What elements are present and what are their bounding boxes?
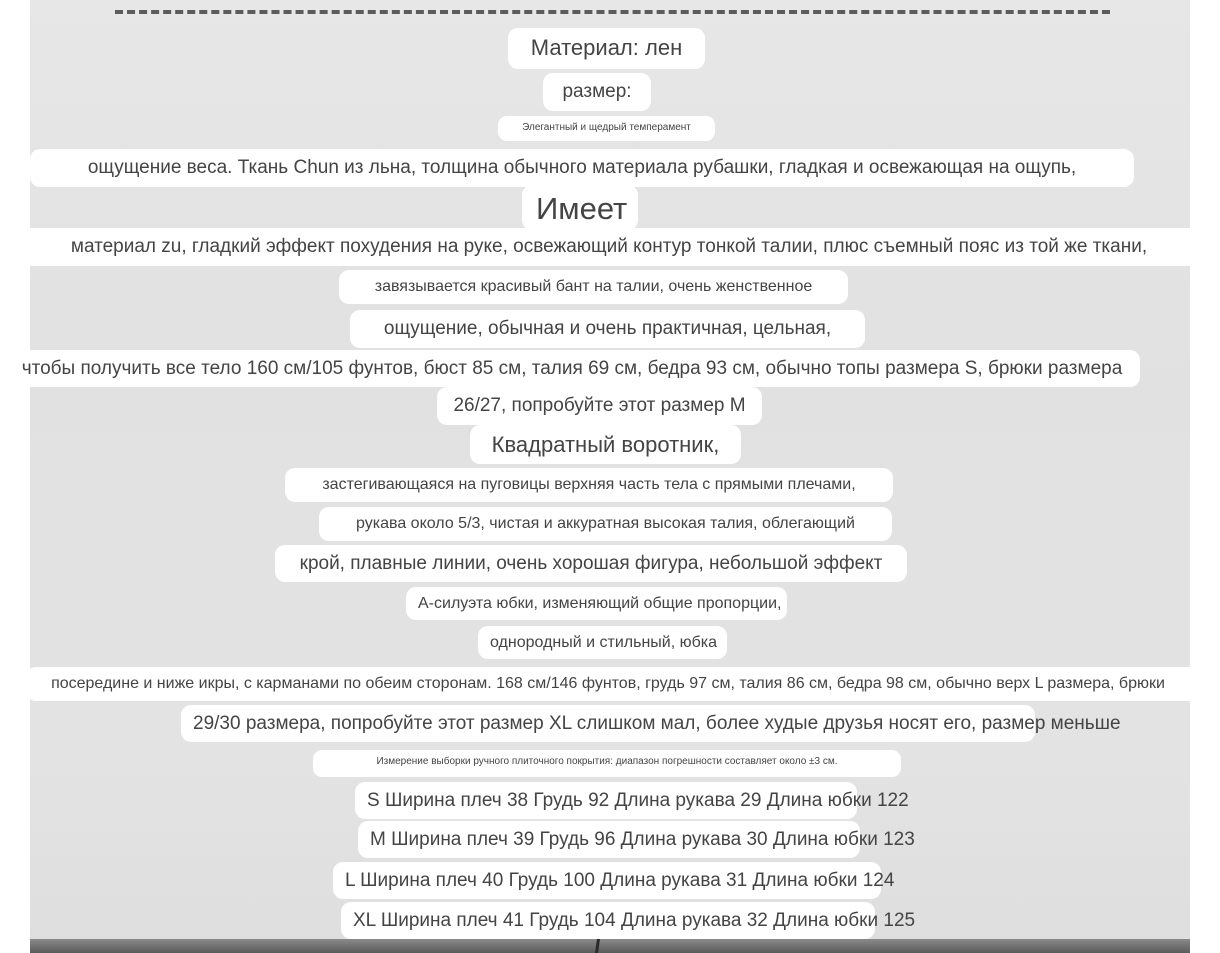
size-row-m: M Ширина плеч 39 Грудь 96 Длина рукава 30 Длина юбки 123 [358,821,860,858]
weight-feel-text: ощущение веса. Ткань Chun из льна, толщина обычного материала рубашки, гладкая и освежающая на ощупь, [30,149,1134,187]
cut-text: крой, плавные линии, очень хорошая фигура, небольшой эффект [275,545,907,582]
sleeves-text: рукава около 5/3, чистая и аккуратная высокая талия, облегающий [319,507,892,541]
material-label: Материал: лен [508,28,705,69]
try-size-m-text: 26/27, попробуйте этот размер M [437,387,762,425]
bow-text: завязывается красивый бант на талии, очень женственное [339,270,848,304]
size-row-l: L Ширина плеч 40 Грудь 100 Длина рукава 31 Длина юбки 124 [333,862,881,899]
dashed-divider [115,10,1110,14]
temperament-text: Элегантный и щедрый темперамент [498,116,715,141]
photo-floor [30,939,1190,953]
practical-text: ощущение, обычная и очень практичная, цельная, [350,310,865,348]
size-2930-text: 29/30 размера, попробуйте этот размер XL слишком мал, более худые друзья носят его, размер меньше [181,705,1035,742]
a-line-text: А-силуэта юбки, изменяющий общие пропорции, [406,587,787,620]
size-row-s: S Ширина плеч 38 Грудь 92 Длина рукава 29 Длина юбки 122 [355,782,857,819]
square-collar-text: Квадратный воротник, [470,425,741,464]
body-160-text: чтобы получить все тело 160 см/105 фунтов, бюст 85 см, талия 69 см, бедра 93 см, обычно топы размера S, брюки размера [4,350,1140,387]
uniform-skirt-text: однородный и стильный, юбка [478,626,727,659]
measurement-note: Измерение выборки ручного плиточного покрытия: диапазон погрешности составляет около ±3 см. [313,750,901,777]
material-zu-text: материал zu, гладкий эффект похудения на руке, освежающий контур тонкой талии, плюс съемный пояс из той же ткани, [20,228,1198,266]
mid-calf-text: посередине и ниже икры, с карманами по обеим сторонам. 168 см/146 фунтов, грудь 97 см, талия 86 см, бедра 98 см, обычно верх L размера, брюки [26,667,1190,701]
size-label: размер: [543,73,651,111]
buttons-text: застегивающаяся на пуговицы верхняя часть тела с прямыми плечами, [285,468,893,502]
has-heading: Имеет [522,185,638,230]
size-row-xl: XL Ширина плеч 41 Грудь 104 Длина рукава 32 Длина юбки 125 [341,902,875,939]
